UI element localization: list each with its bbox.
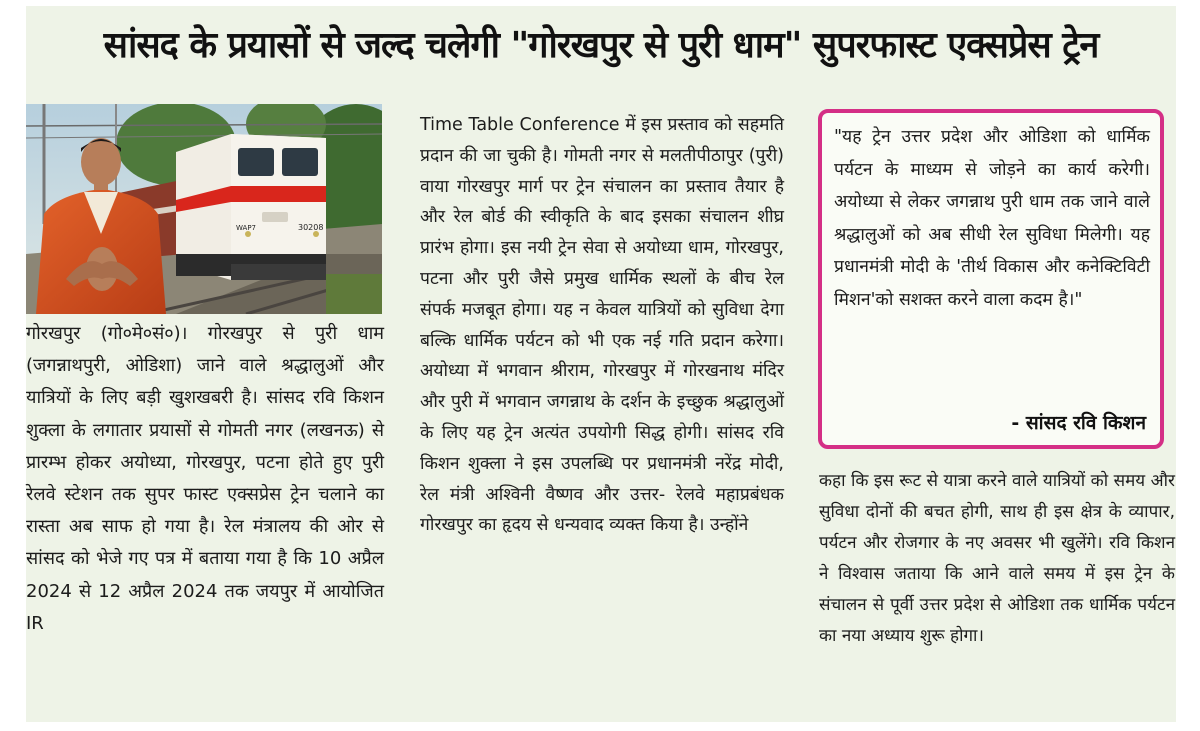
locomotive-number: 30208	[298, 223, 324, 232]
headline: सांसद के प्रयासों से जल्द चलेगी "गोरखपुर से पुरी धाम" सुपरफास्ट एक्सप्रेस ट्रेन	[103, 25, 1099, 66]
article-column-1	[26, 318, 384, 640]
quote-author: - सांसद रवि किशन	[1011, 412, 1146, 434]
paragraph: गोरखपुर (गो०मे०सं०)। गोरखपुर से पुरी धाम (जगन्नाथपुरी, ओडिशा) जाने वाले श्रद्धालुओं और यात्रियों के लिए बड़ी खुशखबरी है। सांसद रवि किशन शुक्ला के लगातार प्रयासों से गोमती नगर (लखनऊ) से प्रारम्भ होकर अयोध्या, गोरखपुर, पटना होते हुए पुरी रेलवे स्टेशन तक सुपर फास्ट एक्सप्रेस ट्रेन चलाने का रास्ता अब साफ हो गया है। रेल मंत्रालय की ओर से सांसद को भेजे गए पत्र में बताया गया है कि 10 अप्रैल 2024 से 12 अप्रैल 2024 तक जयपुर में आयोजित IR	[26, 323, 384, 634]
paragraph: कहा कि इस रूट से यात्रा करने वाले यात्रियों को समय और सुविधा दोनों की बचत होगी, साथ ही इस क्षेत्र के व्यापार, पर्यटन और रोजगार के नए अवसर भी खुलेंगे। रवि किशन ने विश्वास जताया कि आने वाले समय में इस ट्रेन के संचालन से पूर्वी उत्तर प्रदेश से ओडिशा तक धार्मिक पर्यटन का नया अध्याय शुरू होगा।	[819, 471, 1175, 646]
article-column-2	[420, 110, 784, 541]
quote-text: "यह ट्रेन उत्तर प्रदेश और ओडिशा को धार्मिक पर्यटन के माध्यम से जोड़ने का कार्य करेगी। अयोध्या से लेकर जगन्नाथ पुरी धाम तक जाने वाले श्रद्धालुओं को अब सीधी रेल सुविधा मिलेगी। यह प्रधानमंत्री मोदी के 'तीर्थ विकास और कनेक्टिविटी मिशन'को सशक्त करने वाला कदम है।"	[834, 127, 1150, 310]
article-column-3	[819, 466, 1175, 652]
pull-quote-box	[818, 109, 1164, 449]
locomotive-model: WAP7	[236, 224, 257, 232]
paragraph: Time Table Conference में इस प्रस्ताव को सहमति प्रदान की जा चुकी है। गोमती नगर से मलतीपीठापुर (पुरी) वाया गोरखपुर मार्ग पर ट्रेन संचालन का प्रस्ताव तैयार है और रेल बोर्ड की स्वीकृति के बाद इसका संचालन शीघ्र प्रारंभ होगा। इस नयी ट्रेन सेवा से अयोध्या धाम, गोरखपुर, पटना और पुरी जैसे प्रमुख धार्मिक स्थलों के बीच रेल संपर्क मजबूत होगा। यह न केवल यात्रियों को सुविधा देगा बल्कि धार्मिक पर्यटन को भी एक नई गति प्रदान करेगा। अयोध्या में भगवान श्रीराम, गोरखपुर में गोरखनाथ मंदिर और पुरी में भगवान जगन्नाथ के दर्शन के इच्छुक श्रद्धालुओं के लिए यह ट्रेन अत्यंत उपयोगी सिद्ध होगी। सांसद रवि किशन शुक्ला ने इस उपलब्धि पर प्रधानमंत्री नरेंद्र मोदी, रेल मंत्री अश्विनी वैष्णव और उत्तर- रेलवे महाप्रबंधक गोरखपुर का हृदय से धन्यवाद व्यक्त किया है। उन्होंने	[420, 115, 784, 536]
train-photo-illustration	[26, 104, 382, 314]
news-photo	[26, 104, 382, 314]
newspaper-clipping	[26, 6, 1176, 722]
